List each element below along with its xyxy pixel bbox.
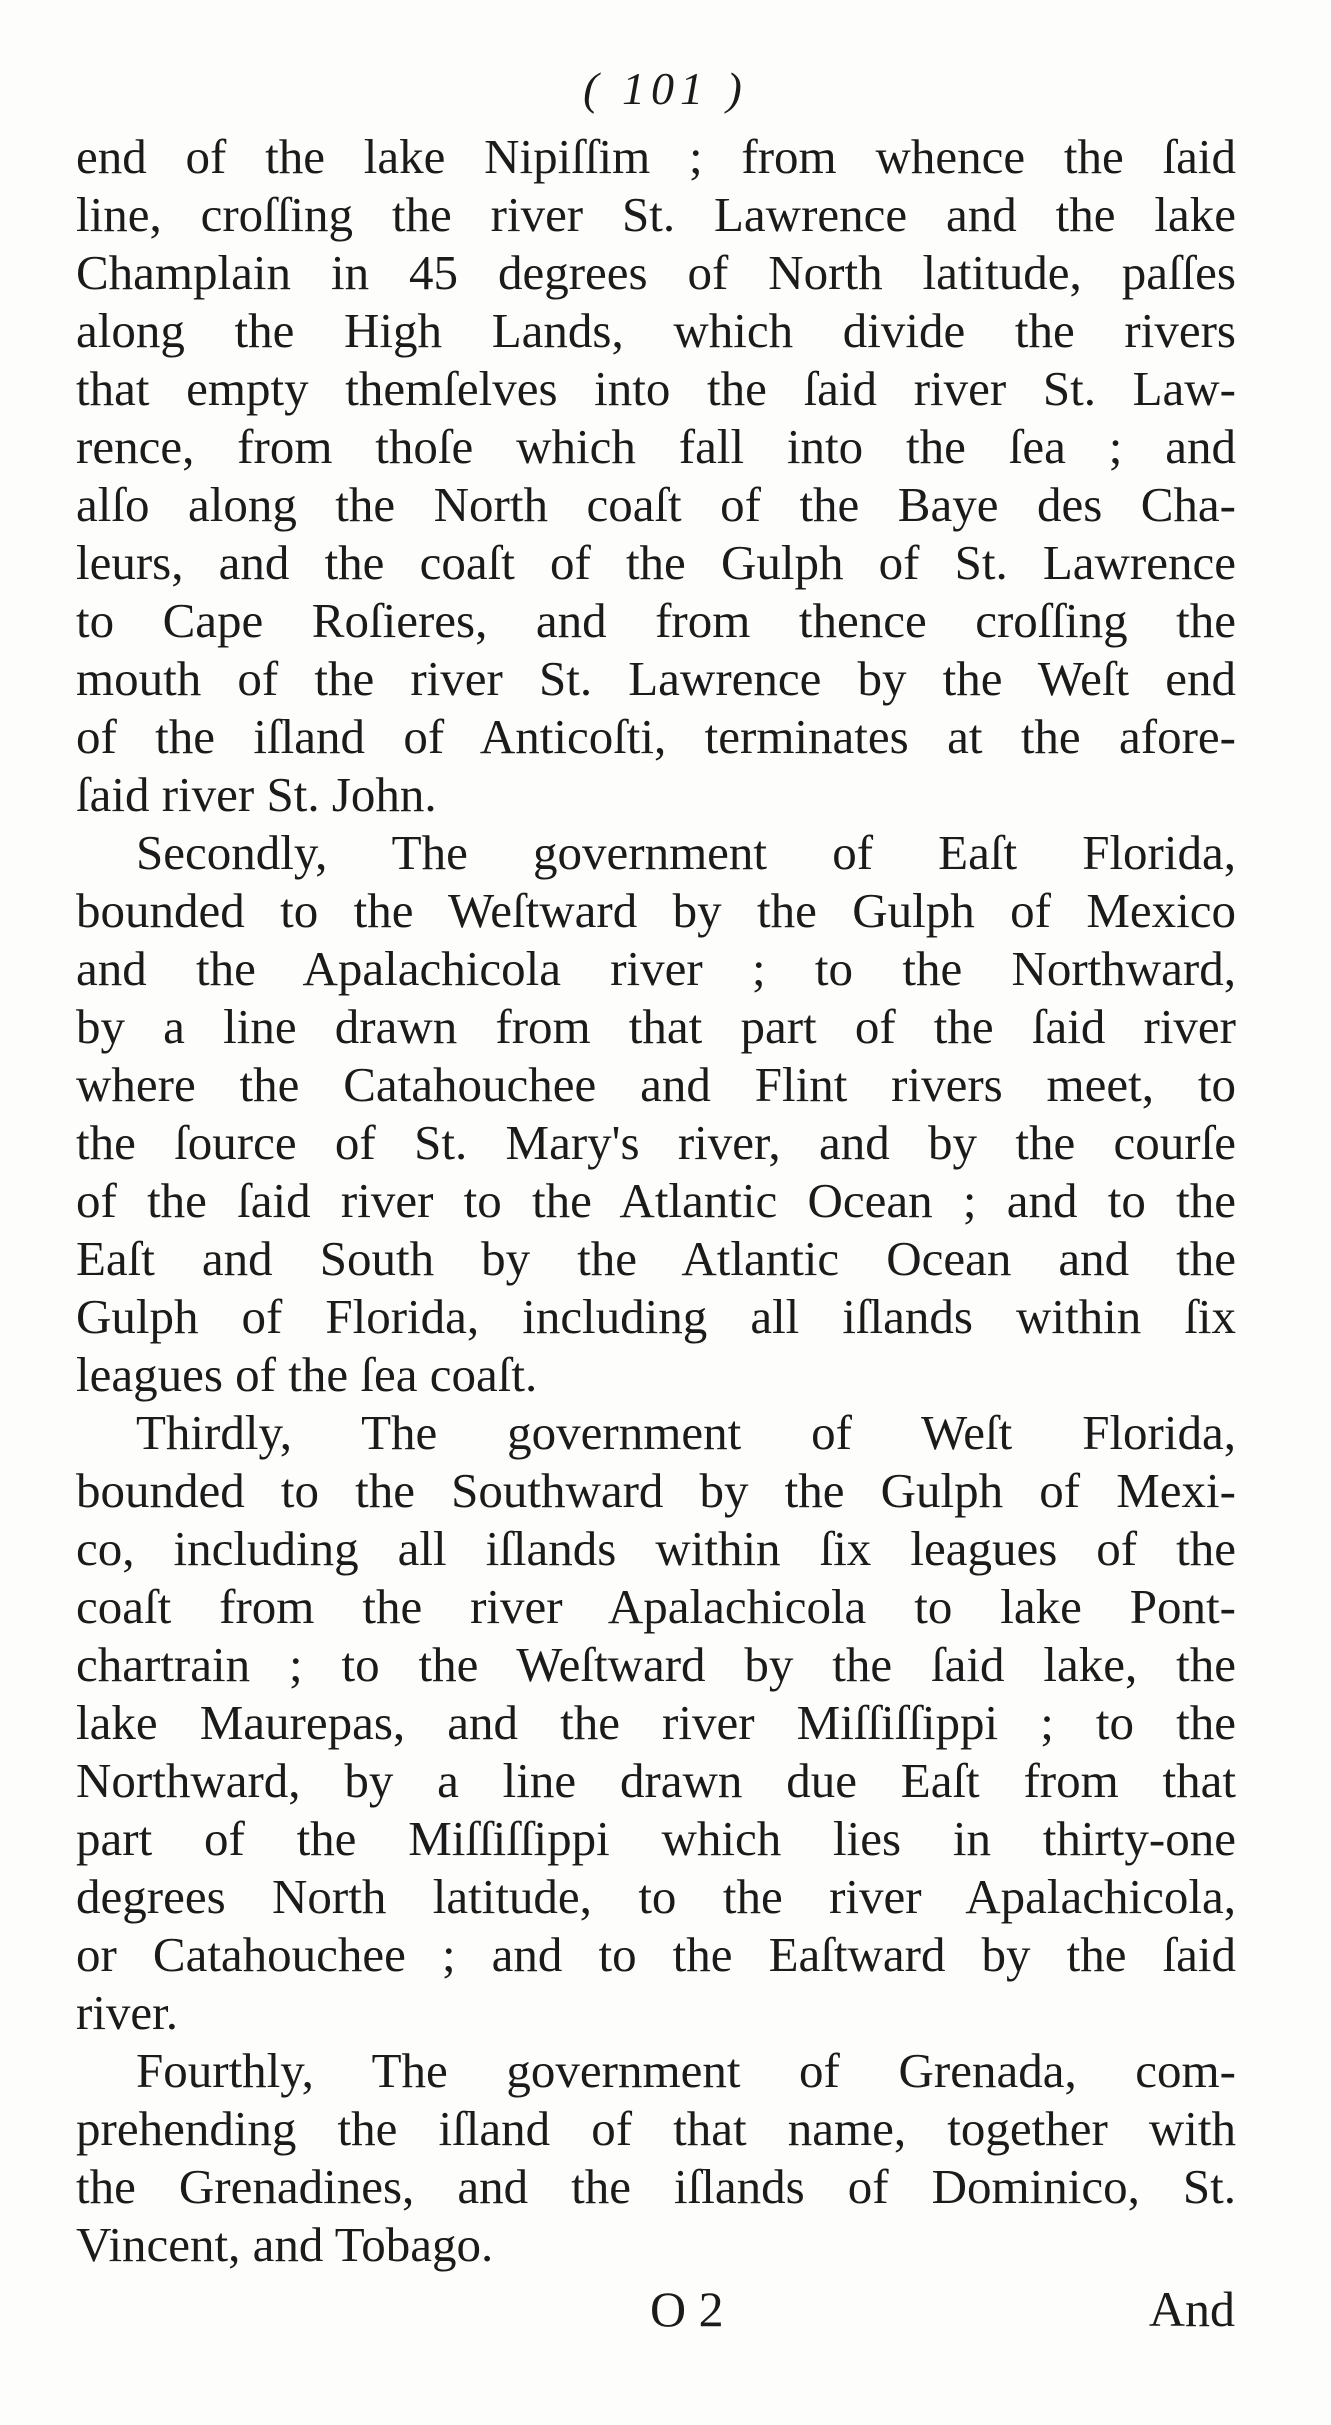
text-line: coaſt from the river Apalachicola to lake Pont- bbox=[76, 1579, 1236, 1634]
paragraph-1 bbox=[76, 128, 1236, 824]
text-line: lake Maurepas, and the river Miſſiſſippi ; to the bbox=[76, 1695, 1236, 1750]
text-line: degrees North latitude, to the river Apalachicola, bbox=[76, 1869, 1236, 1924]
text-line: leagues of the ſea coaſt. bbox=[76, 1347, 538, 1402]
text-line: co, including all iſlands within ſix leagues of the bbox=[76, 1521, 1236, 1576]
text-line: along the High Lands, which divide the rivers bbox=[76, 303, 1236, 358]
text-line: where the Catahouchee and Flint rivers meet, to bbox=[76, 1057, 1236, 1112]
paragraph-4 bbox=[76, 2042, 1236, 2274]
page-number: ( 101 ) bbox=[583, 63, 748, 114]
text-line: mouth of the river St. Lawrence by the Weſt end bbox=[76, 651, 1236, 706]
text-line: part of the Miſſiſſippi which lies in thirty-one bbox=[76, 1811, 1236, 1866]
text-line: and the Apalachicola river ; to the Northward, bbox=[76, 941, 1236, 996]
text-line: ſaid river St. John. bbox=[76, 767, 437, 822]
text-line: by a line drawn from that part of the ſaid river bbox=[76, 999, 1236, 1054]
text-line: Secondly, The government of Eaſt Florida, bbox=[136, 825, 1236, 880]
paragraph-2 bbox=[76, 824, 1236, 1404]
text-line: bounded to the Weſtward by the Gulph of Mexico bbox=[76, 883, 1236, 938]
text-line: alſo along the North coaſt of the Baye des Cha- bbox=[76, 477, 1236, 532]
text-line: bounded to the Southward by the Gulph of Mexi- bbox=[76, 1463, 1236, 1518]
text-line: the Grenadines, and the iſlands of Dominico, St. bbox=[76, 2159, 1236, 2214]
text-line: river. bbox=[76, 1985, 179, 2040]
text-line: leurs, and the coaſt of the Gulph of St. Lawrence bbox=[76, 535, 1236, 590]
text-line: of the iſland of Anticoſti, terminates at the afore- bbox=[76, 709, 1236, 764]
text-line: Fourthly, The government of Grenada, com- bbox=[136, 2043, 1236, 2098]
text-line: end of the lake Nipiſſim ; from whence the ſaid bbox=[76, 129, 1236, 184]
text-line: to Cape Roſieres, and from thence croſſing the bbox=[76, 593, 1236, 648]
text-line: chartrain ; to the Weſtward by the ſaid lake, the bbox=[76, 1637, 1236, 1692]
text-line: that empty themſelves into the ſaid river St. Law- bbox=[76, 361, 1236, 416]
text-line: line, croſſing the river St. Lawrence and the lake bbox=[76, 187, 1236, 242]
page-footer bbox=[0, 2280, 1331, 2340]
catchword: And bbox=[1148, 2281, 1235, 2337]
text-line: rence, from thoſe which fall into the ſea ; and bbox=[76, 419, 1236, 474]
body-text bbox=[76, 128, 1236, 2274]
text-line: Champlain in 45 degrees of North latitude, paſſes bbox=[76, 245, 1236, 300]
text-line: Thirdly, The government of Weſt Florida, bbox=[136, 1405, 1236, 1460]
text-line: Gulph of Florida, including all iſlands within ſix bbox=[76, 1289, 1236, 1344]
text-line: Eaſt and South by the Atlantic Ocean and the bbox=[76, 1231, 1236, 1286]
text-line: Northward, by a line drawn due Eaſt from that bbox=[76, 1753, 1236, 1808]
text-line: of the ſaid river to the Atlantic Ocean ; and to the bbox=[76, 1173, 1236, 1228]
text-line: the ſource of St. Mary's river, and by the courſe bbox=[76, 1115, 1236, 1170]
text-line: or Catahouchee ; and to the Eaſtward by the ſaid bbox=[76, 1927, 1236, 1982]
text-line: Vincent, and Tobago. bbox=[76, 2217, 494, 2272]
signature-mark: O 2 bbox=[650, 2281, 724, 2337]
text-line: prehending the iſland of that name, together with bbox=[76, 2101, 1236, 2156]
paragraph-3 bbox=[76, 1404, 1236, 2042]
